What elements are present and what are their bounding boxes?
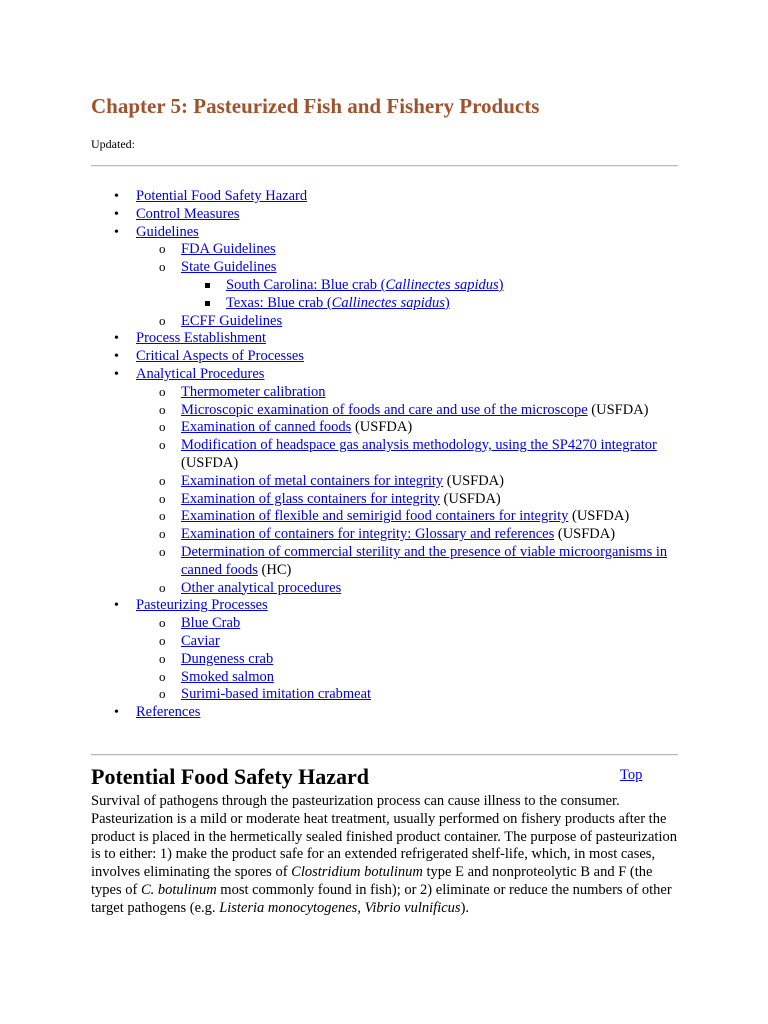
- toc-link-fda-guidelines[interactable]: FDA Guidelines: [181, 241, 276, 258]
- toc-subitem: [0, 651, 768, 669]
- toc-subitem: [0, 615, 768, 633]
- toc-link-pasteurizing-processes[interactable]: Pasteurizing Processes: [136, 597, 268, 614]
- toc-subitem: [0, 384, 768, 402]
- species-name: Callinectes sapidus: [385, 276, 499, 293]
- toc-subsubitem: [0, 277, 768, 295]
- species-name: Clostridium botulinum: [291, 864, 423, 881]
- toc-subitem: [0, 313, 768, 331]
- toc-subitem: [0, 526, 768, 544]
- source-note: (USFDA): [181, 454, 239, 471]
- paragraph-text: Survival of pathogens through the pasteurization process can cause illness to the consumer. Pasteurization is a mild or moderate heat treatment, usually performed on fishery products after the product is placed in the hermetically sealed finished product container. The purpose of pasteurization is to either: 1) make the product safe for an extended refrigerated shelf-life, which, in most cases, involves eliminating the spores of: [91, 793, 677, 881]
- source-note: (USFDA): [568, 508, 630, 525]
- paragraph-text: ).: [460, 899, 470, 916]
- updated-label: Updated:: [91, 137, 135, 151]
- toc-subitem: [0, 669, 768, 687]
- species-name: Callinectes sapidus: [331, 294, 445, 311]
- toc-subitem: [0, 259, 768, 277]
- toc-link-references[interactable]: References: [136, 704, 201, 721]
- toc-link-microscopic[interactable]: Microscopic examination of foods and care and use of the microscope: [181, 401, 588, 418]
- toc-subitem: [0, 686, 768, 704]
- toc-subitem: [0, 544, 768, 580]
- source-note: (USFDA): [439, 490, 501, 507]
- toc-subitem: [0, 508, 768, 526]
- toc-item: [0, 206, 768, 224]
- toc-subitem: [0, 402, 768, 420]
- toc-link-dungeness-crab[interactable]: Dungeness crab: [181, 650, 274, 667]
- toc-link-smoked-salmon[interactable]: Smoked salmon: [181, 668, 275, 685]
- toc-subitem: [0, 419, 768, 437]
- paragraph-text: ,: [357, 899, 365, 916]
- paragraph-text: type E and nonproteolytic B and F (the types of: [91, 864, 653, 898]
- toc-link-blue-crab[interactable]: Blue Crab: [181, 615, 241, 632]
- toc-link-texas[interactable]: [226, 295, 450, 311]
- toc-link-process-establishment[interactable]: Process Establishment: [136, 330, 267, 347]
- horizontal-divider: [91, 754, 678, 756]
- toc-item: [0, 330, 768, 348]
- source-note: (USFDA): [587, 401, 649, 418]
- toc-subitem: [0, 580, 768, 598]
- toc-link-glass-containers[interactable]: Examination of glass containers for integrity: [181, 490, 440, 507]
- toc-link-metal-containers[interactable]: Examination of metal containers for integrity: [181, 472, 444, 489]
- toc-link-canned-foods[interactable]: Examination of canned foods: [181, 419, 352, 436]
- link-text: ): [498, 276, 504, 293]
- toc-link-commercial-sterility[interactable]: Determination of commercial sterility and the presence of viable microorganisms in canned foods: [181, 543, 668, 578]
- toc-link-analytical-procedures[interactable]: Analytical Procedures: [136, 365, 265, 382]
- link-text: South Carolina: Blue crab (: [226, 276, 386, 293]
- link-text: Texas: Blue crab (: [226, 294, 332, 311]
- toc-item: [0, 597, 768, 615]
- toc-item: [0, 224, 768, 242]
- toc-subitem: [0, 437, 768, 473]
- toc-link-glossary[interactable]: Examination of containers for integrity: Glossary and references: [181, 526, 555, 543]
- toc-subitem: [0, 473, 768, 491]
- toc-subsubitem: [0, 295, 768, 313]
- toc-link-other-procedures[interactable]: Other analytical procedures: [181, 579, 342, 596]
- toc-link-critical-aspects[interactable]: Critical Aspects of Processes: [136, 348, 304, 365]
- toc-subitem: [0, 491, 768, 509]
- toc-link-flexible-containers[interactable]: Examination of flexible and semirigid food containers for integrity: [181, 508, 569, 525]
- toc-subitem: [0, 633, 768, 651]
- toc-link-headspace[interactable]: Modification of headspace gas analysis methodology, using the SP4270 integrator: [181, 437, 657, 454]
- toc-link-potential-hazard[interactable]: Potential Food Safety Hazard: [136, 188, 308, 204]
- species-name: Vibrio vulnificus: [364, 899, 461, 916]
- toc-link-thermometer[interactable]: Thermometer calibration: [181, 383, 326, 400]
- source-note: (HC): [257, 561, 292, 578]
- page-title: Chapter 5: Pasteurized Fish and Fishery Products: [91, 94, 540, 118]
- paragraph-text: most commonly found in fish); or 2) eliminate or reduce the numbers of other target pathogens (e.g.: [91, 881, 672, 916]
- species-name: Listeria monocytogenes: [219, 899, 358, 916]
- toc-item: [0, 366, 768, 384]
- toc-link-caviar[interactable]: Caviar: [181, 632, 220, 649]
- table-of-contents: [0, 188, 768, 722]
- toc-link-surimi[interactable]: Surimi-based imitation crabmeat: [181, 686, 372, 703]
- toc-link-control-measures[interactable]: Control Measures: [136, 205, 240, 222]
- toc-link-state-guidelines[interactable]: State Guidelines: [181, 259, 277, 276]
- toc-item: [0, 348, 768, 366]
- source-note: (USFDA): [554, 526, 616, 543]
- source-note: (USFDA): [351, 419, 413, 436]
- toc-item: [0, 188, 768, 206]
- toc-item: [0, 704, 768, 722]
- section-heading: Potential Food Safety Hazard: [91, 764, 370, 789]
- top-link[interactable]: Top: [620, 767, 643, 783]
- species-name: C. botulinum: [140, 881, 217, 898]
- section-paragraph: [91, 793, 681, 918]
- toc-link-ecff-guidelines[interactable]: ECFF Guidelines: [181, 312, 283, 329]
- horizontal-divider: [91, 165, 678, 167]
- toc-link-south-carolina[interactable]: [226, 277, 504, 293]
- link-text: ): [444, 294, 450, 311]
- toc-subitem: [0, 241, 768, 259]
- source-note: (USFDA): [443, 472, 504, 489]
- toc-link-guidelines[interactable]: Guidelines: [136, 223, 199, 240]
